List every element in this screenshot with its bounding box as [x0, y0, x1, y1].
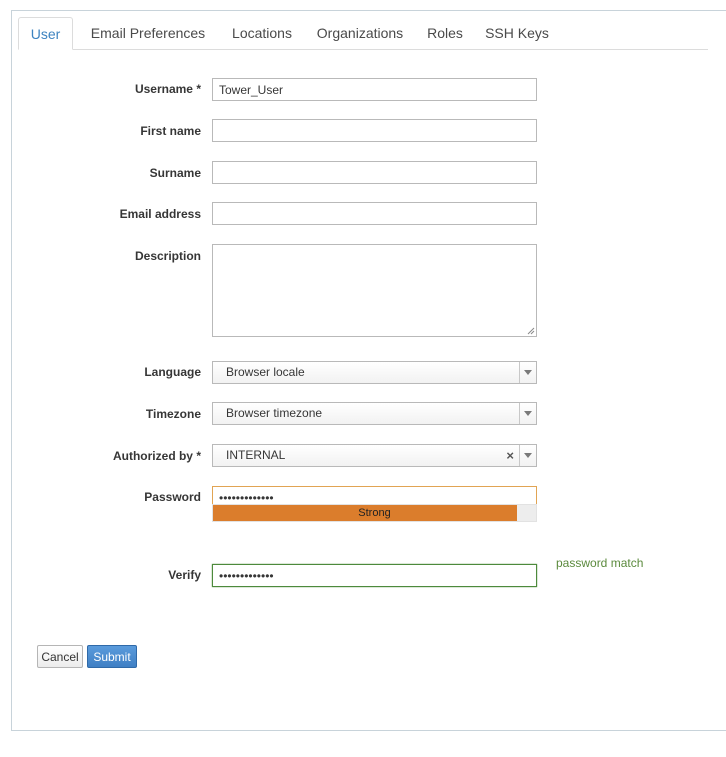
cancel-button[interactable]: Cancel — [37, 645, 83, 668]
authorized-by-value: INTERNAL — [226, 448, 286, 462]
description-textarea[interactable] — [212, 244, 537, 337]
surname-label: Surname — [149, 166, 201, 180]
email-label: Email address — [119, 207, 201, 221]
verify-label: Verify — [168, 568, 201, 582]
description-label: Description — [134, 249, 201, 263]
tab-organizations[interactable]: Organizations — [316, 25, 404, 41]
timezone-select[interactable] — [212, 402, 537, 425]
tab-email-preferences[interactable]: Email Preferences — [90, 25, 206, 41]
chevron-down-icon — [524, 453, 532, 458]
tab-bar — [18, 17, 708, 50]
tab-user[interactable]: User — [18, 17, 73, 50]
tab-locations[interactable]: Locations — [232, 25, 292, 41]
tab-roles[interactable]: Roles — [427, 25, 463, 41]
password-match-text: password match — [556, 556, 644, 570]
timezone-value: Browser timezone — [226, 406, 323, 420]
first-name-input[interactable] — [212, 119, 537, 142]
resize-grip-icon[interactable] — [527, 327, 535, 335]
surname-input[interactable] — [212, 161, 537, 184]
chevron-down-icon — [524, 370, 532, 375]
password-label: Password — [144, 490, 201, 504]
timezone-label: Timezone — [145, 407, 201, 421]
language-dropdown-toggle[interactable] — [519, 362, 536, 383]
chevron-down-icon — [524, 411, 532, 416]
timezone-dropdown-toggle[interactable] — [519, 403, 536, 424]
authorized-by-label: Authorized by * — [112, 449, 201, 463]
authorized-by-select[interactable] — [212, 444, 537, 467]
verify-input[interactable] — [212, 564, 537, 587]
username-input[interactable] — [212, 78, 537, 101]
username-label: Username * — [134, 82, 201, 96]
password-strength-meter — [212, 504, 537, 522]
email-input[interactable] — [212, 202, 537, 225]
language-label: Language — [144, 365, 201, 379]
clear-icon[interactable]: × — [506, 448, 514, 463]
submit-button[interactable]: Submit — [87, 645, 137, 668]
language-value: Browser locale — [226, 365, 305, 379]
password-strength-text: Strong — [358, 507, 391, 519]
authorized-by-dropdown-toggle[interactable] — [519, 445, 536, 466]
first-name-label: First name — [140, 124, 201, 138]
language-select[interactable] — [212, 361, 537, 384]
tab-ssh-keys[interactable]: SSH Keys — [485, 25, 549, 41]
